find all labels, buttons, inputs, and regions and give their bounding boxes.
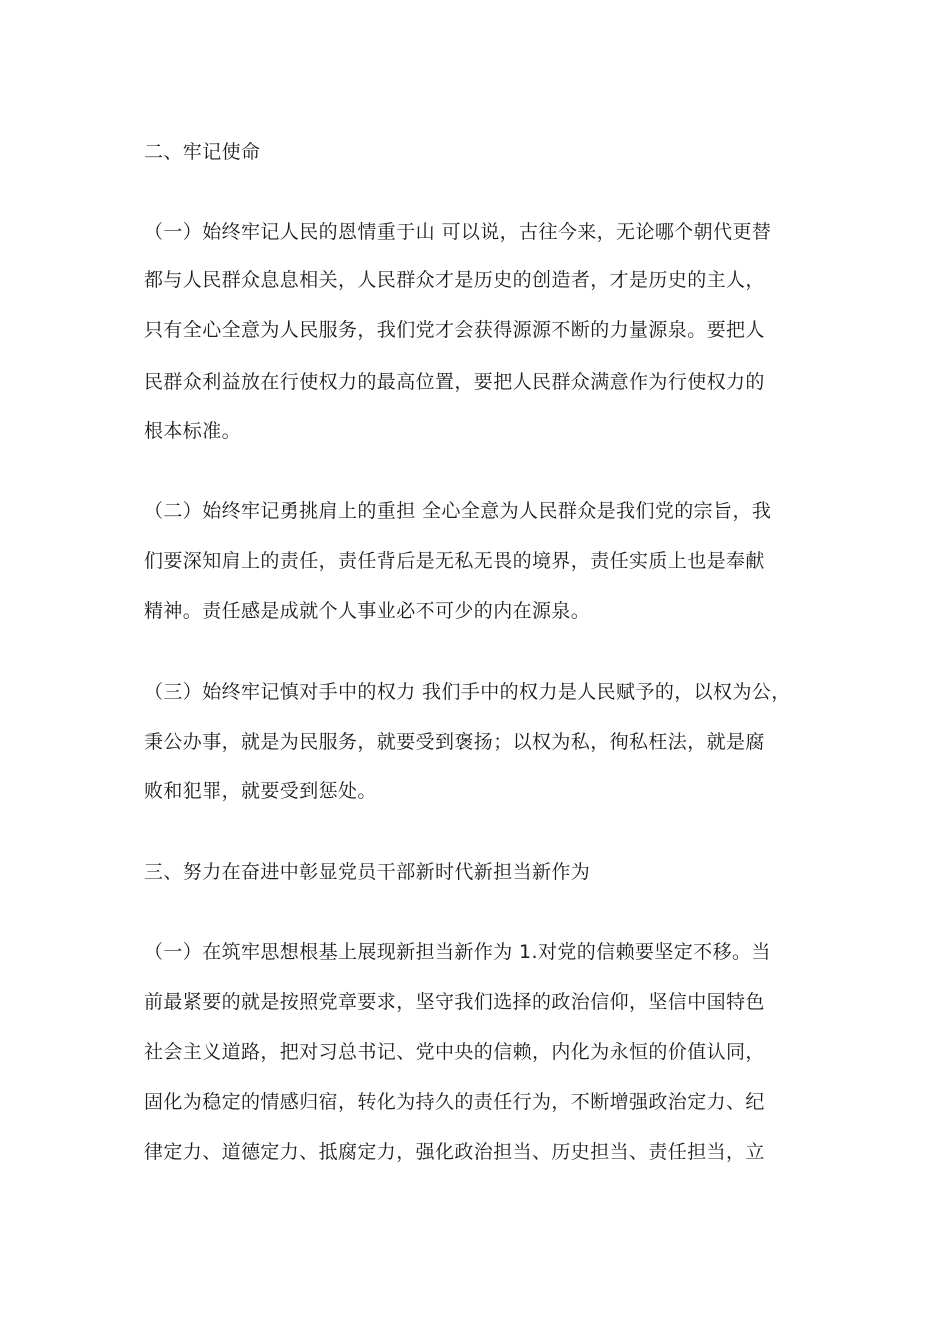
paragraph-4-line-2: 前最紧要的就是按照党章要求，坚守我们选择的政治信仰，坚信中国特色 xyxy=(144,991,765,1013)
section-heading-3: 三、努力在奋进中彰显党员干部新时代新担当新作为 xyxy=(144,861,591,883)
paragraph-2-line-1: （二）始终牢记勇挑肩上的重担 全心全意为人民群众是我们党的宗旨，我 xyxy=(144,500,772,522)
paragraph-3-line-1: （三）始终牢记慎对手中的权力 我们手中的权力是人民赋予的，以权为公， xyxy=(144,681,791,703)
paragraph-2-line-3: 精神。责任感是成就个人事业必不可少的内在源泉。 xyxy=(144,600,591,622)
paragraph-1-line-4: 民群众利益放在行使权力的最高位置，要把人民群众满意作为行使权力的 xyxy=(144,371,765,393)
paragraph-4-line-4: 固化为稳定的情感归宿，转化为持久的责任行为，不断增强政治定力、纪 xyxy=(144,1091,765,1113)
paragraph-2-line-2: 们要深知肩上的责任，责任背后是无私无畏的境界，责任实质上也是奉献 xyxy=(144,550,765,572)
paragraph-1-line-5: 根本标准。 xyxy=(144,420,242,442)
paragraph-3-line-2: 秉公办事，就是为民服务，就要受到褒扬；以权为私，徇私枉法，就是腐 xyxy=(144,731,765,753)
paragraph-4-line-1: （一）在筑牢思想根基上展现新担当新作为 1.对党的信赖要坚定不移。当 xyxy=(144,941,771,963)
paragraph-1-line-1: （一）始终牢记人民的恩情重于山 可以说，古往今来，无论哪个朝代更替 xyxy=(144,221,772,243)
section-heading-2: 二、牢记使命 xyxy=(144,141,261,163)
paragraph-4-line-5: 律定力、道德定力、抵腐定力，强化政治担当、历史担当、责任担当，立 xyxy=(144,1141,765,1163)
paragraph-3-line-3: 败和犯罪，就要受到惩处。 xyxy=(144,780,377,802)
paragraph-1-line-3: 只有全心全意为人民服务，我们党才会获得源源不断的力量源泉。要把人 xyxy=(144,319,765,341)
paragraph-1-line-2: 都与人民群众息息相关，人民群众才是历史的创造者，才是历史的主人， xyxy=(144,269,765,291)
paragraph-4-line-3: 社会主义道路，把对习总书记、党中央的信赖，内化为永恒的价值认同， xyxy=(144,1041,765,1063)
